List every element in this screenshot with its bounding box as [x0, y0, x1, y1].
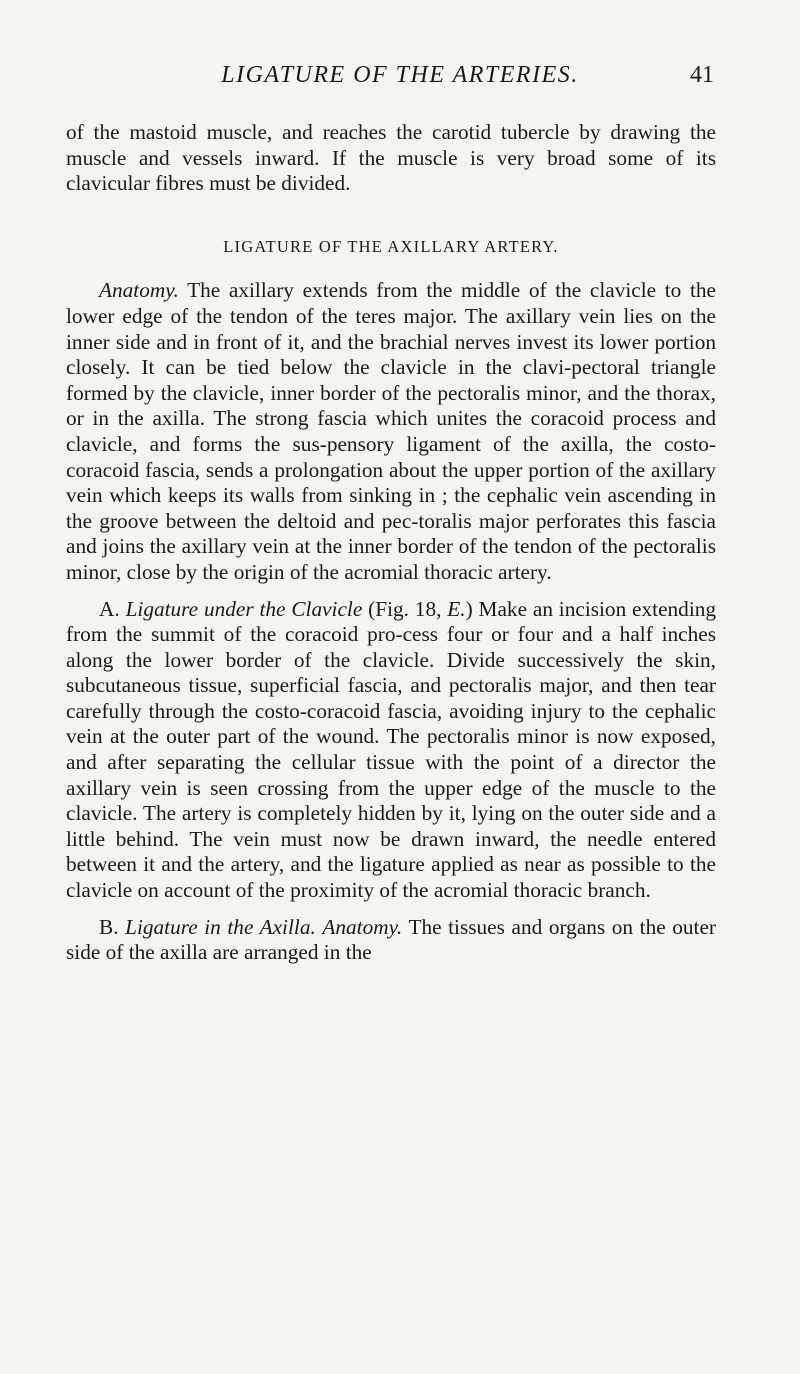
- figure-reference-letter: E.: [447, 596, 466, 621]
- paragraph-mastoid: [66, 120, 716, 197]
- page-number: 41: [690, 62, 714, 88]
- paragraph-ligature-in-axilla: [66, 915, 716, 966]
- paragraph-text: The axillary extends from the middle of the clavicle to the lower edge of the tendon of the teres major. The axillary vein lies on the inner side and in front of it, and the brachial nerves invest its lower portion closely. It can be tied below the clavicle in the clavi-pectoral triangle formed by the clavicle, inner border of the pectoralis minor, and the thorax, or in the axilla. The strong fascia which unites the coracoid process and clavicle, and forms the sus-pensory ligament of the axilla, the costo-coracoid fascia, sends a prolongation about the upper portion of the axillary vein which keeps its walls from sinking in ; the cephalic vein ascending in the groove between the deltoid and pec-toralis major perforates this fascia and joins the axillary vein at the inner border of the tendon of the pectoralis minor, close by the origin of the acromial thoracic artery.: [66, 278, 716, 584]
- paragraph-ligature-under-clavicle: [66, 597, 716, 904]
- paragraph-anatomy: [66, 278, 716, 585]
- figure-reference-close: ): [465, 596, 473, 621]
- subsection-title: Ligature under the Clavicle: [125, 596, 363, 621]
- paragraph-text: The tissues and organs on the outer side of the axilla are arranged in the: [66, 914, 716, 965]
- paragraph-text: of the mastoid muscle, and reaches the carotid tubercle by drawing the muscle and vessels inward. If the muscle is very broad some of its clavicular fibres must be divided.: [66, 120, 716, 196]
- anatomy-label: Anatomy.: [322, 914, 403, 939]
- anatomy-label: Anatomy.: [99, 278, 179, 303]
- subsection-letter: B.: [99, 914, 119, 939]
- section-heading: LIGATURE OF THE AXILLARY ARTERY.: [223, 236, 559, 256]
- body-text: [66, 120, 716, 966]
- subsection-letter: A.: [99, 596, 120, 621]
- running-title: LIGATURE OF THE ARTERIES.: [221, 62, 579, 88]
- figure-reference-open: (Fig. 18,: [368, 596, 442, 621]
- subsection-title: Ligature in the Axilla.: [125, 914, 316, 939]
- paragraph-text: Make an incision extending from the summit of the coracoid pro-cess four or four and a half inches along the lower border of the clavicle. Divide successively the skin, subcutaneous tissue, superficial fascia, and pectoralis major, and then tear carefully through the costo-coracoid fascia, avoiding injury to the cephalic vein at the outer part of the wound. The pectoralis minor is now exposed, and after separating the cellular tissue with the point of a director the axillary vein is seen crossing from the upper edge of the muscle to the clavicle. The artery is completely hidden by it, lying on the outer side and a little behind. The vein must now be drawn inward, the needle entered between it and the artery, and the ligature applied as near as possible to the clavicle on account of the proximity of the acromial thoracic branch.: [66, 596, 717, 903]
- page-header: [0, 62, 800, 102]
